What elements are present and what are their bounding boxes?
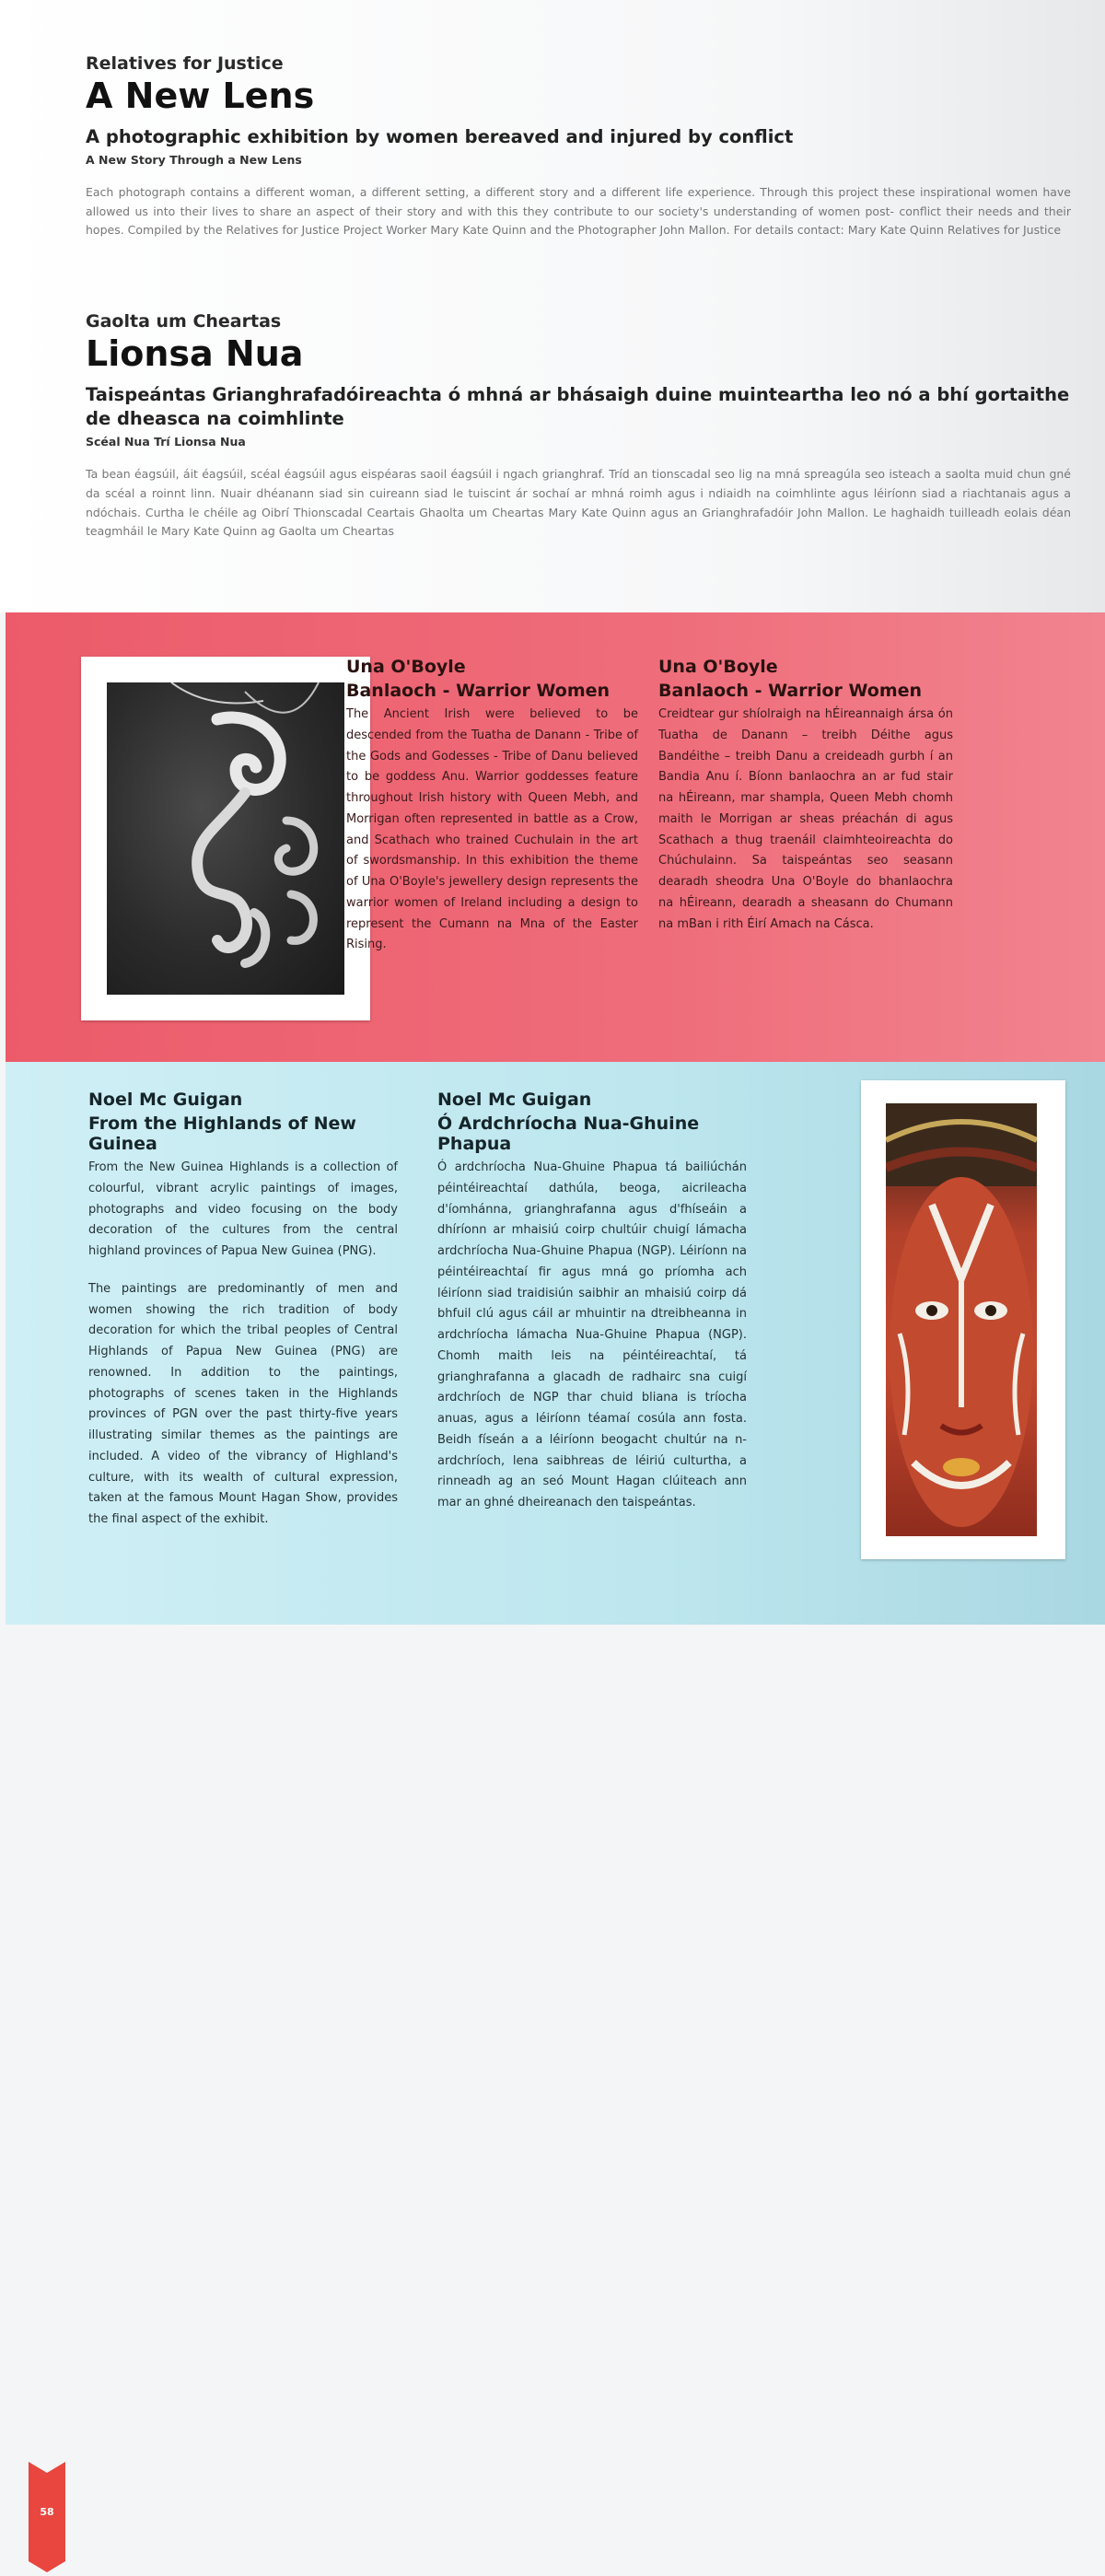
- artist-name-en: Una O'Boyle: [346, 657, 466, 677]
- noel-english-column: [88, 1090, 398, 1531]
- pendant-photo: [81, 657, 370, 1020]
- work-description-en-2: The paintings are predominantly of men and women showing the rich tradition of body decoration for which the tribal peoples of Central Highlands of Papua New Guinea (PNG) are renowned. In addition to the paintings, photographs of scenes taken in the Highlands provinces of PGN over the past thirty-five years illustrating similar themes as the paintings are included. A video of the vibrancy of Highland's culture, with its wealth of cultural expression, taken at the famous Mount Hagan Show, provides the final aspect of the exhibit.: [88, 1281, 398, 1526]
- org-name-ga: Gaolta um Cheartas: [86, 311, 282, 332]
- pendant-illustration: [107, 682, 344, 995]
- una-oboyle-section: [6, 612, 1105, 1062]
- paragraph-en: Each photograph contains a different woman, a different setting, a different story and a different life experience. Through this project these inspirational women have allowed us into their lives to share an aspect of their story and with this they contribute to our society's understanding of women post- conflict their needs and their hopes. Compiled by the Relatives for Justice Project Worker Mary Kate Quinn and the Photographer John Mallon. For details contact: Mary Kate Quinn Relatives for Justice: [86, 185, 1071, 238]
- title-ga: Lionsa Nua: [86, 333, 304, 374]
- silver-pendant-photo-icon: [107, 682, 344, 995]
- artist-name-ga: Noel Mc Guigan: [437, 1090, 592, 1110]
- tagline-en: A New Story Through a New Lens: [86, 153, 302, 168]
- irish-intro: [86, 311, 1071, 542]
- subtitle-ga: Taispeántas Grianghrafadóireachta ó mhná ar bhásaigh duine muinteartha leo nó a bhí gortaithe de dheasca na coimhlinte: [86, 383, 1070, 430]
- english-intro: [86, 53, 1071, 240]
- tagline-ga: Scéal Nua Trí Lionsa Nua: [86, 435, 246, 449]
- page-number: 58: [40, 2506, 54, 2518]
- work-description-en-1: From the New Guinea Highlands is a collection of colourful, vibrant acrylic paintings of images, photographs and video focusing on the body decoration of the cultures from the central highland provinces of Papua New Guinea (PNG).: [88, 1160, 398, 1258]
- intro-section: [0, 0, 1105, 612]
- page-number-badge: [29, 2462, 65, 2572]
- work-description-ga: Creidtear gur shíolraigh na hÉireannaigh ársa ón Tuatha de Danann – treibh Déithe agus Bandéithe – treibh Danu a creideadh gurbh í an Bandia Anu í. Bíonn banlaochra an ar fud stair na hÉireann, mar shampla, Queen Mebh chomh maith le Morrigan ar sheas préachán di agus Scathach a thug traenáil claimhteoireachta do Chúchulainn. Sa taispeántas seo seasann dearadh sheodra Una O'Boyle do bhanlaochra na hÉireann, dearadh a sheasann do Chumann na mBan i rith Éirí Amach na Cásca.: [658, 707, 953, 931]
- title-en: A New Lens: [86, 76, 315, 116]
- work-description-en: The Ancient Irish were believed to be descended from the Tuatha de Danann - Tribe of the Gods and Godesses - Tribe of Danu believed to be goddess Anu. Warrior goddesses feature throughout Irish history with Queen Mebh, and Morrigan often represented in battle as a Crow, and Scathach who trained Cuchulain in the art of swordsmanship. In this exhibition the theme of Una O'Boyle's jewellery design represents the warrior women of Ireland including a design to represent the Cumann na Mna of the Easter Rising.: [346, 707, 638, 952]
- una-english-column: [346, 657, 638, 956]
- paragraph-ga: Ta bean éagsúil, áit éagsúil, scéal éagsúil agus eispéaras saoil éagsúil i ngach grianghraf. Tríd an tionscadal seo lig na mná spreagúla seo isteach a saolta muid chun gné da scéal a roinnt linn. Nuair dhéanann siad sin cuireann siad le tuiscint ár sochaí ar mhná roimh agus i ndiaidh na coimhlinte agus léiríonn siad a riachtanais agus a ndóchais. Curtha le chéile ag Oibrí Thionscadal Ceartais Ghaolta um Cheartas Mary Kate Quinn agus an Grianghrafadóir John Mallon. Le haghaidh tuilleadh eolais déan teagmháil le Mary Kate Quinn ag Gaolta um Cheartas: [86, 467, 1071, 539]
- subtitle-en: A photographic exhibition by women bereaved and injured by conflict: [86, 125, 794, 147]
- work-title-en: From the Highlands of New Guinea: [88, 1113, 356, 1154]
- work-title-ga: Ó Ardchríocha Nua-Ghuine Phapua: [437, 1113, 700, 1154]
- work-title-en: Banlaoch - Warrior Women: [346, 681, 611, 701]
- org-name-en: Relatives for Justice: [86, 53, 284, 74]
- artist-name-en: Noel Mc Guigan: [88, 1090, 243, 1110]
- painting-photo: [861, 1080, 1065, 1559]
- work-description-ga: Ó ardchríocha Nua-Ghuine Phapua tá bailiúchán péintéireachtaí dathúla, beoga, aicrileacha d'íomhánna, grianghrafanna agus d'fhíseáin a dhíríonn ar mhaisiú coirp chultúir chuigí lámacha ardchríocha Nua-Ghuine Phapua (NGP). Léiríonn na péintéireachtaí fir agus mná go príomha ach léiríonn siad traidisiún saibhir an mhaisiú coirp dá bhfuil clú agus cáil ar mhuintir na dtreibheanna in ardchríocha lámacha Nua-Ghuine Phapua (NGP). Chomh maith leis na péintéireachtaí, tá grianghrafanna a glacadh de radhairc sna cuigí ardchríoch de NGP thar chuid bliana is tríocha anuas, agus a léiríonn téamaí cosúla ann fosta. Beidh físeán a a léiríonn beogacht chultúr na n-ardchríoch, lena saibhreas de léiriú culturtha, a rinneadh ag an seó Mount Hagan clúiteach ann mar an ghné dheireanach den taispeántas.: [437, 1160, 747, 1509]
- una-irish-column: [658, 657, 953, 935]
- noel-irish-column: [437, 1090, 747, 1514]
- noel-mcguigan-section: [6, 1062, 1105, 2518]
- artist-name-ga: Una O'Boyle: [658, 657, 778, 677]
- tribal-face-painting-icon: [886, 1103, 1037, 1536]
- work-title-ga: Banlaoch - Warrior Women: [658, 681, 923, 701]
- painting-illustration: [886, 1103, 1037, 1536]
